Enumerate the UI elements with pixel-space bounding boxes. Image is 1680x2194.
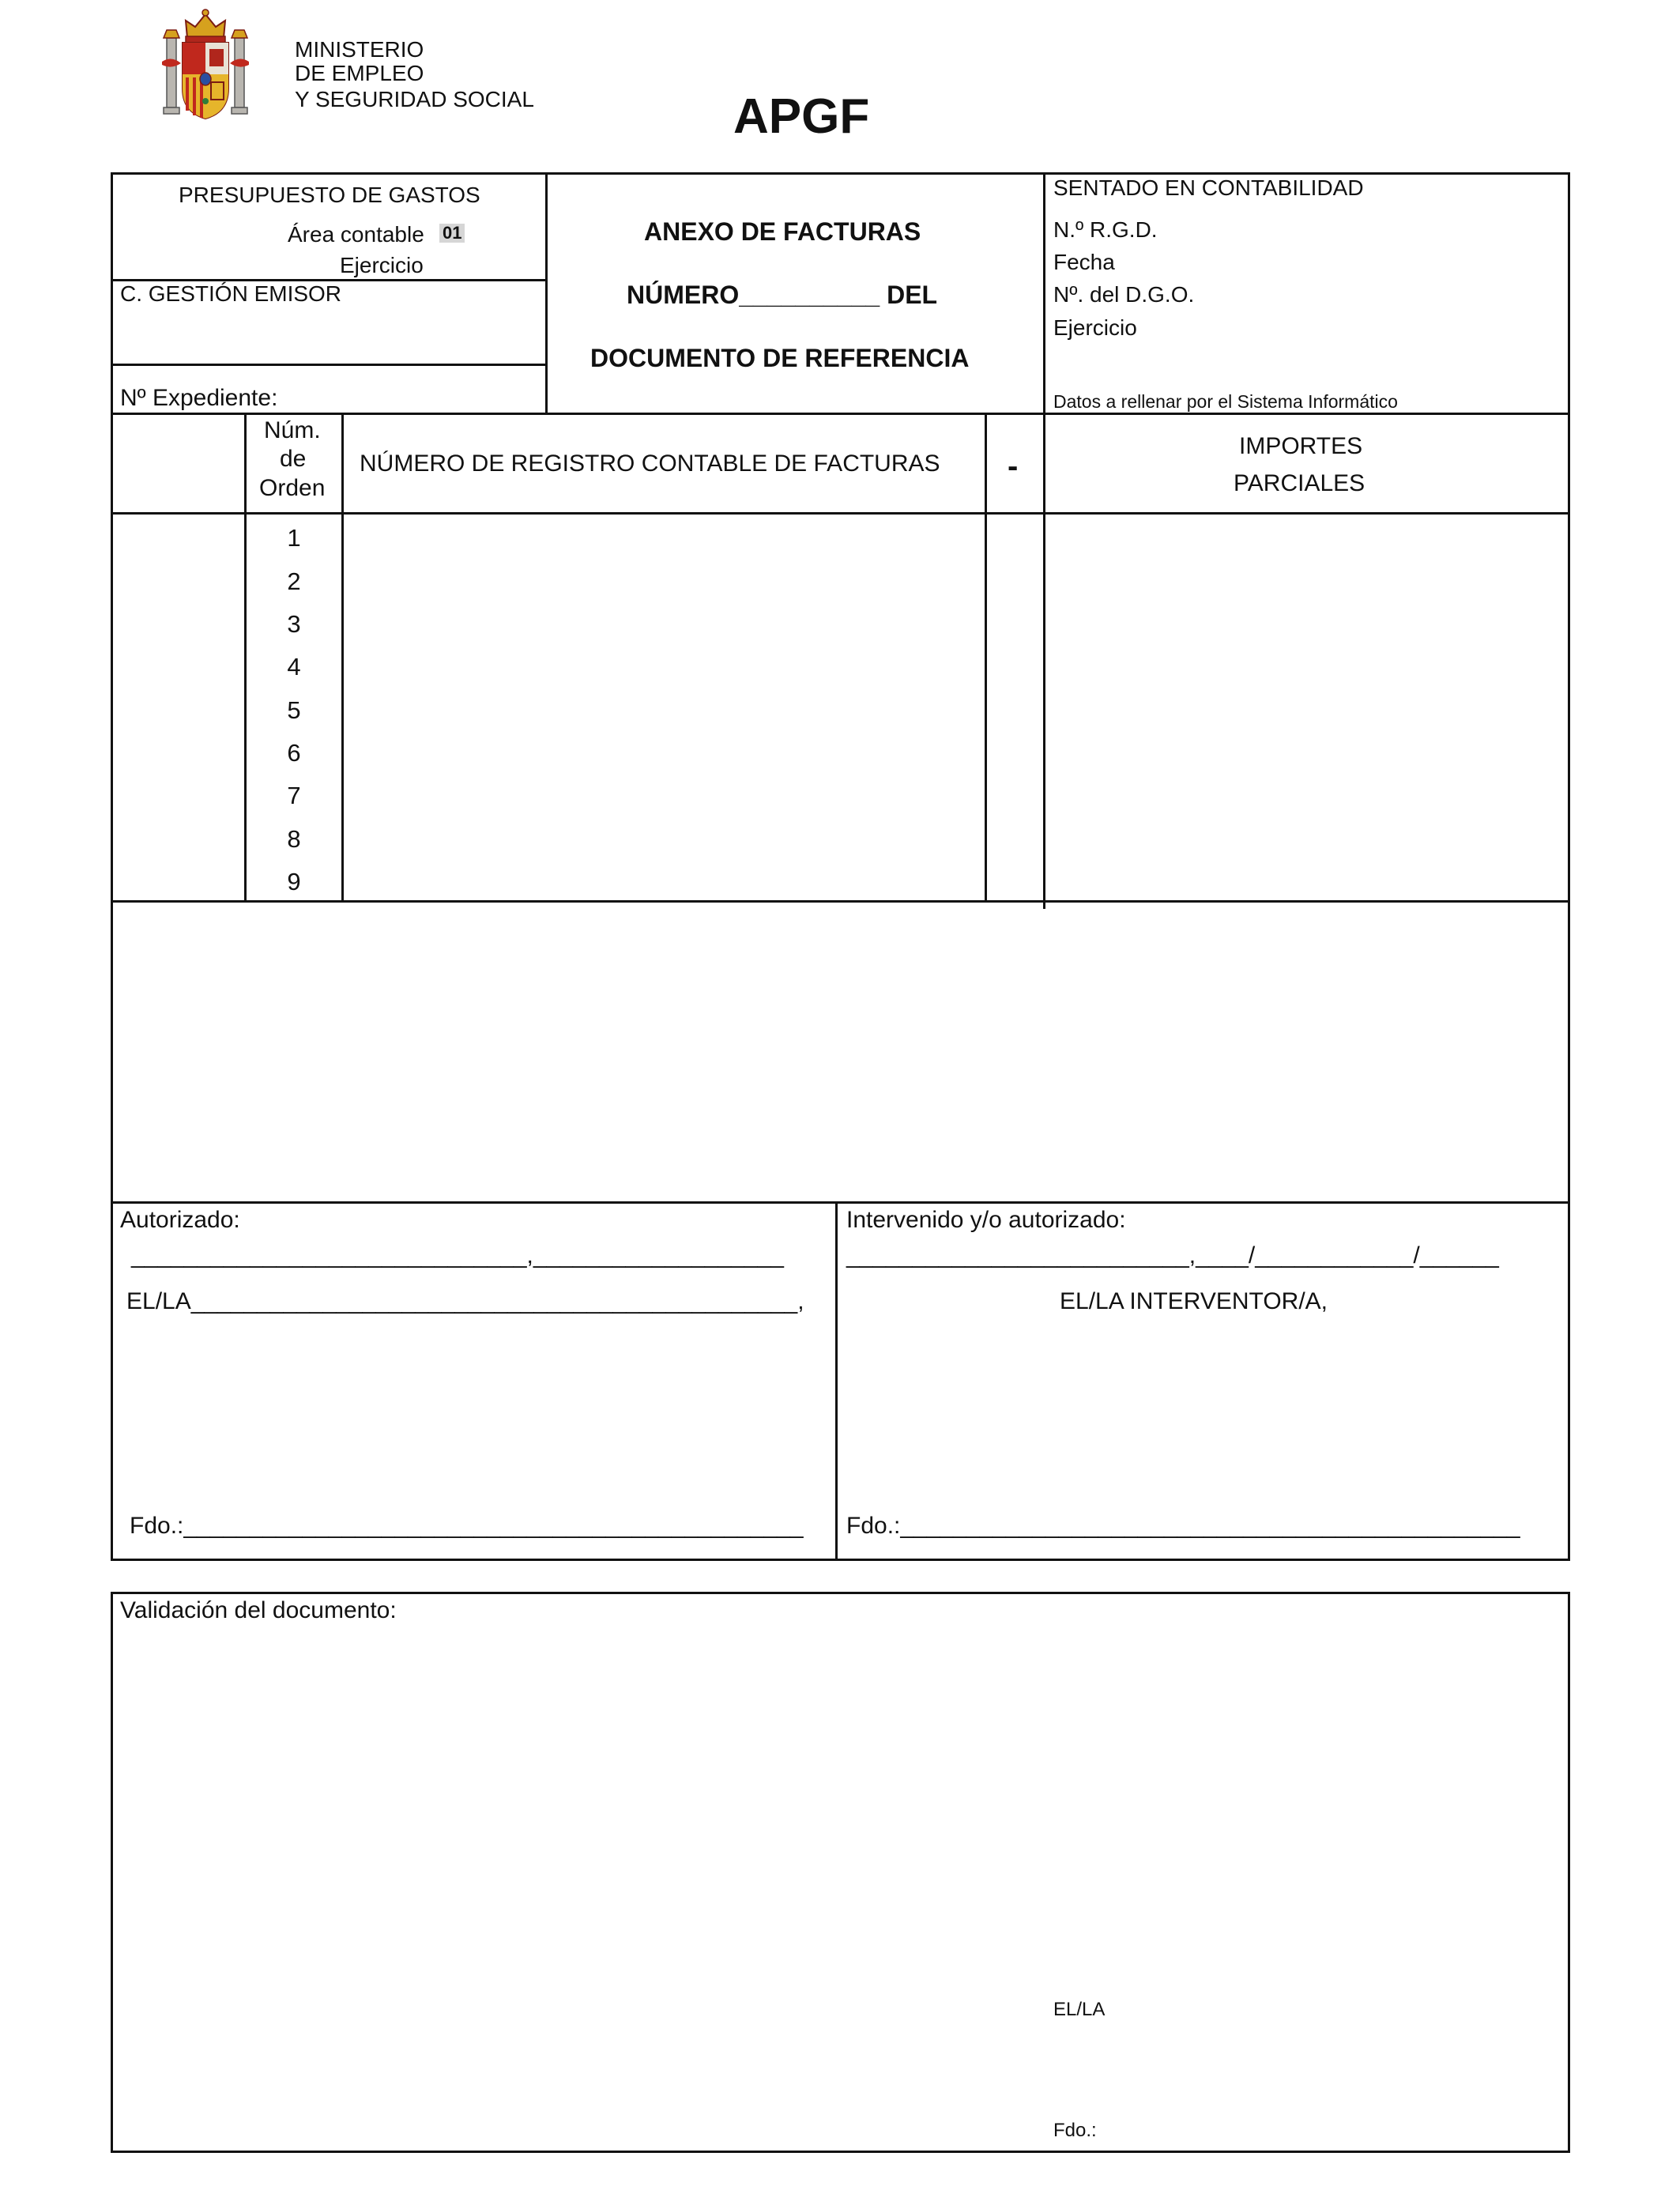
ministry-line-1: MINISTERIO xyxy=(295,37,424,62)
col-dash-header: - xyxy=(1008,449,1019,484)
documento-referencia-title: DOCUMENTO DE REFERENCIA xyxy=(590,344,970,372)
orden-row-6: 6 xyxy=(287,739,301,767)
autorizado-fdo-line: Fdo.:_______________________________________________ xyxy=(130,1513,804,1539)
validacion-title: Validación del documento: xyxy=(120,1597,397,1623)
orden-row-5: 5 xyxy=(287,696,301,724)
ejercicio-label: Ejercicio xyxy=(340,253,424,277)
dgo-label: Nº. del D.G.O. xyxy=(1053,282,1195,307)
orden-row-1: 1 xyxy=(287,524,301,552)
anexo-facturas-title: ANEXO DE FACTURAS xyxy=(644,217,921,246)
fecha-label: Fecha xyxy=(1053,250,1115,274)
orden-row-9: 9 xyxy=(287,868,301,895)
rgd-label: N.º R.G.D. xyxy=(1053,217,1158,242)
ministry-line-2: DE EMPLEO xyxy=(295,61,424,85)
table-header-border xyxy=(111,512,1570,515)
orden-row-2: 2 xyxy=(287,567,301,595)
form-code-title: APGF xyxy=(733,89,870,144)
gestion-emisor-label: C. GESTIÓN EMISOR xyxy=(120,281,342,306)
orden-row-4: 4 xyxy=(287,653,301,680)
validacion-box xyxy=(111,1592,1570,2153)
main-form-frame xyxy=(111,172,1570,1561)
signatures-top-border xyxy=(111,1201,1570,1204)
area-contable-label: Área contable xyxy=(288,222,424,247)
orden-row-8: 8 xyxy=(287,825,301,853)
col-registro-header: NÚMERO DE REGISTRO CONTABLE DE FACTURAS xyxy=(360,450,940,477)
coat-of-arms-logo xyxy=(162,6,249,123)
numero-del-line: NÚMERO__________ DEL xyxy=(627,281,938,309)
validacion-ella-label: EL/LA xyxy=(1053,1999,1106,2020)
col-importes-line-1: IMPORTES xyxy=(1239,433,1363,459)
presupuesto-label: PRESUPUESTO DE GASTOS xyxy=(179,183,480,207)
table-bottom-border xyxy=(111,900,1570,903)
sistema-informatico-note: Datos a rellenar por el Sistema Informático xyxy=(1053,391,1398,412)
intervenido-place-date-line: __________________________,____/____________/______ xyxy=(846,1242,1499,1269)
col-num-line-2: de xyxy=(280,446,307,472)
col-importes-line-2: PARCIALES xyxy=(1234,470,1365,496)
validacion-fdo-label: Fdo.: xyxy=(1053,2120,1097,2141)
orden-row-7: 7 xyxy=(287,782,301,809)
ministry-line-3: Y SEGURIDAD SOCIAL xyxy=(295,87,534,111)
orden-row-3: 3 xyxy=(287,610,301,638)
header-bottom-border xyxy=(111,413,1570,415)
ejercicio-right-label: Ejercicio xyxy=(1053,315,1137,340)
col-num-line-3: Orden xyxy=(259,475,326,501)
intervenido-fdo-line: Fdo.:_______________________________________________ xyxy=(846,1513,1520,1539)
autorizado-place-date-line: ______________________________,___________________ xyxy=(131,1242,784,1269)
sentado-contabilidad-label: SENTADO EN CONTABILIDAD xyxy=(1053,175,1364,200)
intervenido-label: Intervenido y/o autorizado: xyxy=(846,1207,1126,1233)
expediente-label: Nº Expediente: xyxy=(120,385,278,411)
autorizado-label: Autorizado: xyxy=(120,1207,240,1233)
interventor-label: EL/LA INTERVENTOR/A, xyxy=(1060,1288,1328,1314)
col-num-line-1: Núm. xyxy=(264,417,321,443)
autorizado-ella-line: EL/LA______________________________________________, xyxy=(126,1288,804,1314)
area-contable-value: 01 xyxy=(439,224,465,243)
